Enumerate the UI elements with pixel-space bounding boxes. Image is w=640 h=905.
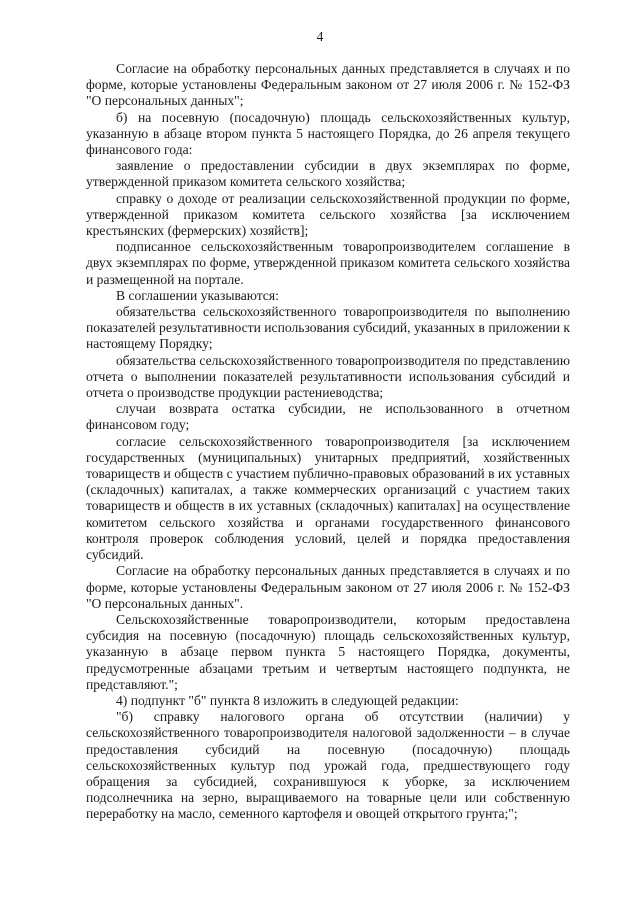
page-number: 4: [316, 29, 324, 44]
paragraph-consent-2: Согласие на обработку персональных данных представляется в случаях и по форме, которые установлены Федеральным законом от 27 июля 2006 г. № 152-ФЗ "О персональных данных".: [86, 563, 570, 611]
paragraph-agreement-intro: В соглашении указываются:: [116, 287, 279, 303]
paragraph-amendment-4: 4) подпункт "б" пункта 8 изложить в следующей редакции:: [116, 692, 459, 708]
paragraph-income-certificate: справку о доходе от реализации сельскохозяйственной продукции по форме, утвержденной приказом комитета сельского хозяйства [за исключением крестьянских (фермерских) хозяйств];: [86, 190, 570, 239]
paragraph-signed-agreement: подписанное сельскохозяйственным товаропроизводителем соглашение в двух экземплярах по форме, утвержденной приказом комитета сельского хозяйства и размещенной на портале.: [86, 239, 570, 287]
paragraph-tax-certificate: "б) справку налогового органа об отсутствии (наличии) у сельскохозяйственного товаропроизводителя налоговой задолженности – в случае предоставления субсидий на посевную (посадочную) площадь сельскохозяйственных культур под урожай года, предшествующего году обращения за субсидией, сохранившуюся к уборке, за исключением подсолнечника на зерно, выращиваемого на товарные цели или собственную переработку на масло, семенного картофеля и овощей открытого грунта;";: [86, 709, 570, 822]
document-body: [86, 61, 570, 823]
paragraph-balance-return: случаи возврата остатка субсидии, не использованного в отчетном финансовом году;: [86, 401, 570, 433]
paragraph-subitem-b: б) на посевную (посадочную) площадь сельскохозяйственных культур, указанную в абзаце втором пункта 5 настоящего Порядка, до 26 апреля текущего финансового года:: [86, 109, 570, 158]
paragraph-exemption: Сельскохозяйственные товаропроизводители, которым предоставлена субсидия на посевную (посадочную) площадь сельскохозяйственных культур, указанную в абзаце первом пункта 5 настоящего Порядка, документы, предусмотренные абзацами третьим и четвертым настоящего подпункта, не представляют.";: [86, 611, 570, 692]
paragraph-consent-1: Согласие на обработку персональных данных представляется в случаях и по форме, которые установлены Федеральным законом от 27 июля 2006 г. № 152-ФЗ "О персональных данных";: [86, 61, 570, 109]
paragraph-obligation-report: обязательства сельскохозяйственного товаропроизводителя по представлению отчета о выполнении показателей результативности использования субсидий и отчета о производстве продукции растениеводства;: [86, 352, 570, 401]
paragraph-obligation-indicators: обязательства сельскохозяйственного товаропроизводителя по выполнению показателей результативности использования субсидий, указанных в приложении к настоящему Порядку;: [86, 304, 570, 352]
paragraph-inspection-consent: согласие сельскохозяйственного товаропроизводителя [за исключением государственных (муниципальных) унитарных предприятий, хозяйственных товариществ и обществ с участием публично-правовых образований в их уставных (складочных) капиталах, а также коммерческих организаций с участием таких товариществ и обществ в их уставных (складочных) капиталах] на осуществление комитетом сельского хозяйства и органами государственного финансового контроля проверок соблюдения условий, целей и порядка предоставления субсидий.: [86, 433, 570, 563]
paragraph-application: заявление о предоставлении субсидии в двух экземплярах по форме, утвержденной приказом комитета сельского хозяйства;: [86, 158, 570, 190]
